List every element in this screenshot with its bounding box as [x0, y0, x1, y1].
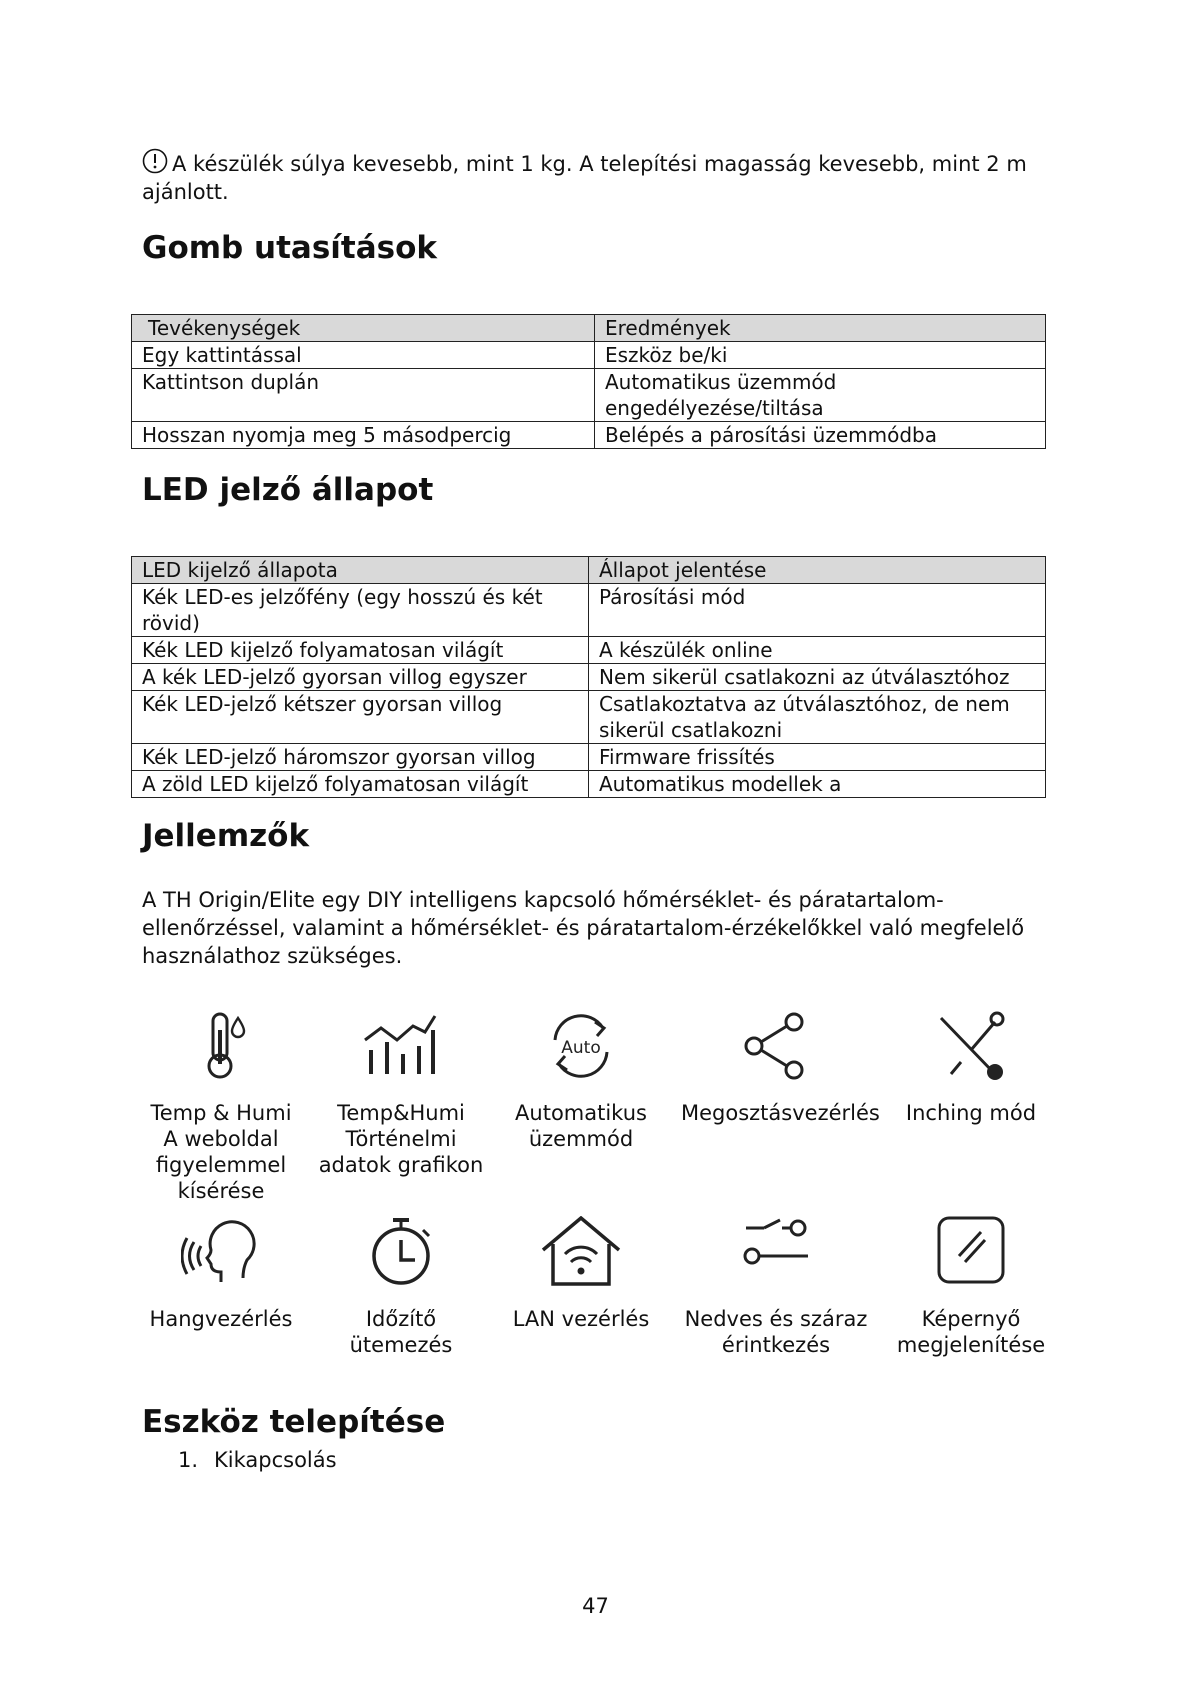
feature-item — [486, 1216, 676, 1332]
table-row — [132, 691, 1046, 744]
list-item — [178, 1446, 337, 1474]
timer-icon — [361, 1216, 441, 1288]
feature-item — [126, 1216, 316, 1332]
table-cell: Eszköz be/ki — [595, 342, 1046, 369]
lan-home-icon — [541, 1216, 621, 1288]
table-row — [132, 664, 1046, 691]
weight-note — [142, 148, 1062, 206]
thermometer-humidity-icon — [181, 1010, 261, 1082]
table-row — [132, 771, 1046, 798]
table-header-cell: Állapot jelentése — [589, 557, 1046, 584]
chart-icon — [361, 1010, 441, 1082]
feature-item — [126, 1010, 316, 1204]
table-cell: Kék LED kijelző folyamatosan világít — [132, 637, 589, 664]
table-cell: Firmware frissítés — [589, 744, 1046, 771]
features-section-title: Jellemzők — [142, 818, 310, 854]
table-row — [132, 369, 1046, 422]
feature-item — [876, 1216, 1066, 1358]
table-row — [132, 744, 1046, 771]
warning-icon — [142, 148, 168, 174]
table-cell: Hosszan nyomja meg 5 másodpercig — [132, 422, 595, 449]
table-header-cell: Eredmények — [595, 315, 1046, 342]
auto-mode-icon — [541, 1010, 621, 1082]
table-cell: Automatikus üzemmód engedélyezése/tiltása — [595, 369, 1046, 422]
table-cell: A készülék online — [589, 637, 1046, 664]
table-row — [132, 637, 1046, 664]
share-icon — [736, 1010, 816, 1082]
feature-label: Időzítő ütemezés — [349, 1307, 453, 1357]
feature-label: Automatikus üzemmód — [515, 1101, 647, 1151]
feature-item — [681, 1010, 880, 1126]
table-cell: Kék LED-es jelzőfény (egy hosszú és két rövid) — [132, 584, 589, 637]
led-section-title: LED jelző állapot — [142, 472, 434, 508]
feature-label: Hangvezérlés — [149, 1307, 293, 1331]
table-cell: Nem sikerül csatlakozni az útválasztóhoz — [589, 664, 1046, 691]
led-status-table — [131, 556, 1046, 798]
voice-control-icon — [181, 1216, 261, 1288]
table-cell: Kattintson duplán — [132, 369, 595, 422]
table-row — [132, 422, 1046, 449]
inching-icon — [931, 1010, 1011, 1082]
page-number: 47 — [582, 1594, 609, 1618]
screen-icon — [931, 1216, 1011, 1288]
feature-item — [876, 1010, 1066, 1126]
table-cell: Belépés a párosítási üzemmódba — [595, 422, 1046, 449]
list-item-number: 1. — [178, 1448, 199, 1472]
feature-label: Inching mód — [905, 1101, 1037, 1125]
table-header-row — [132, 315, 1046, 342]
feature-label: Temp&Humi Történelmi adatok grafikon — [318, 1101, 484, 1177]
svg-text:Auto: Auto — [561, 1038, 601, 1058]
feature-item — [306, 1010, 496, 1178]
table-cell: Csatlakoztatva az útválasztóhoz, de nem sikerül csatlakozni — [589, 691, 1046, 744]
feature-item — [306, 1216, 496, 1358]
table-cell: Automatikus modellek a — [589, 771, 1046, 798]
table-cell: Párosítási mód — [589, 584, 1046, 637]
install-steps-list — [178, 1446, 337, 1474]
features-description: A TH Origin/Elite egy DIY intelligens kapcsoló hőmérséklet- és páratartalom-ellenőrzéssel, valamint a hőmérséklet- és páratartalom-érzékelőkkel való megfelelő használathoz szükséges. — [142, 888, 1025, 968]
table-row — [132, 342, 1046, 369]
dry-contact-icon — [736, 1216, 816, 1288]
table-header-cell: LED kijelző állapota — [132, 557, 589, 584]
table-header-cell: Tevékenységek — [132, 315, 595, 342]
feature-label: Temp & Humi A weboldal figyelemmel kísérése — [150, 1101, 292, 1203]
table-cell: Kék LED-jelző háromszor gyorsan villog — [132, 744, 589, 771]
table-cell: A zöld LED kijelző folyamatosan világít — [132, 771, 589, 798]
button-instructions-table — [131, 314, 1046, 449]
note-text: A készülék súlya kevesebb, mint 1 kg. A telepítési magasság kevesebb, mint 2 m ajánlott. — [142, 152, 1027, 204]
feature-item — [681, 1216, 871, 1358]
feature-label: Képernyő megjelenítése — [896, 1307, 1046, 1357]
feature-label: Megosztásvezérlés — [681, 1101, 880, 1125]
feature-label: Nedves és száraz érintkezés — [684, 1307, 868, 1357]
table-cell: A kék LED-jelző gyorsan villog egyszer — [132, 664, 589, 691]
feature-item — [486, 1010, 676, 1152]
feature-label: LAN vezérlés — [512, 1307, 650, 1331]
table-header-row — [132, 557, 1046, 584]
table-cell: Egy kattintással — [132, 342, 595, 369]
table-row — [132, 584, 1046, 637]
table-cell: Kék LED-jelző kétszer gyorsan villog — [132, 691, 589, 744]
install-section-title: Eszköz telepítése — [142, 1404, 446, 1440]
buttons-section-title: Gomb utasítások — [142, 230, 438, 266]
list-item-text: Kikapcsolás — [214, 1448, 337, 1472]
